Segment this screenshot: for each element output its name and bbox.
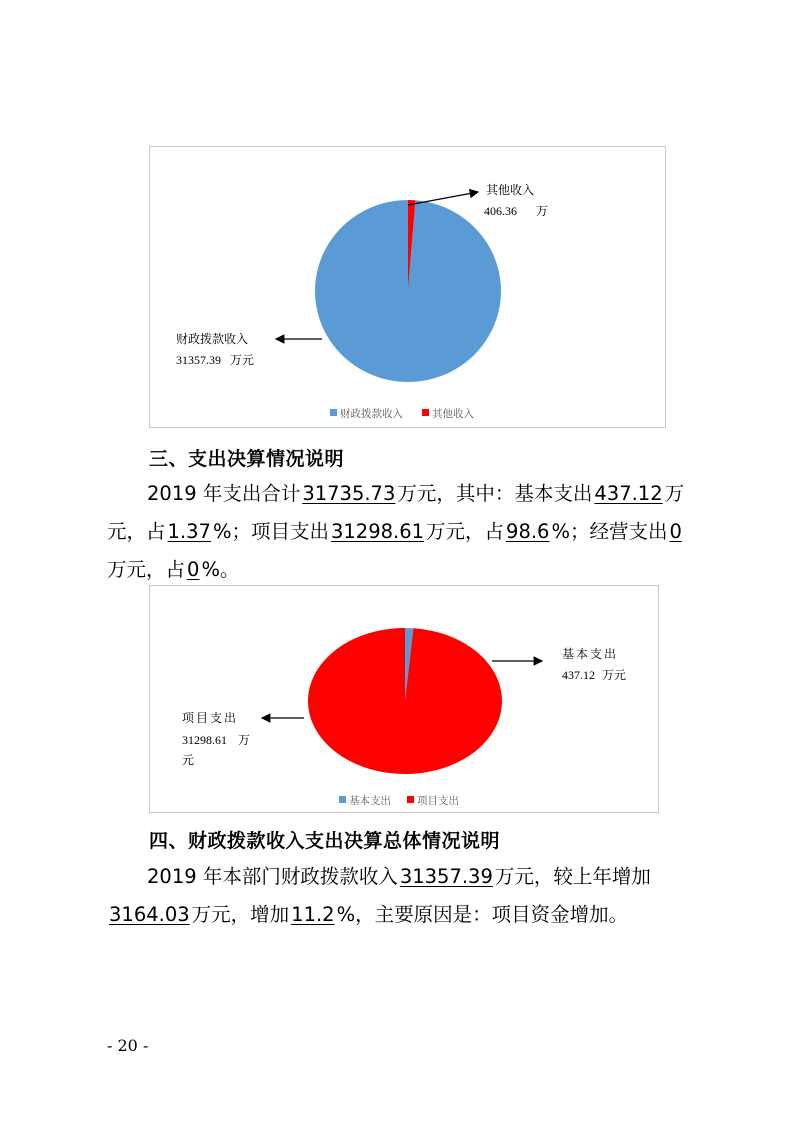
section4-heading: 四、财政拨款收入支出决算总体情况说明 (149, 830, 501, 852)
expenditure-pie-chart (149, 585, 659, 813)
legend-swatch-fiscal (330, 409, 337, 416)
pie-slice-fiscal-income (315, 200, 501, 382)
section4-paragraph: 2019 年本部门财政拨款收入 31357.39 万元，较上年增加3164.03 万元，增加 11.2 %，主要原因是：项目资金增加。 (109, 865, 651, 926)
page-number: - 20 - (107, 1036, 149, 1055)
legend-label-project: 项目支出 (417, 795, 459, 807)
expenditure-pie-svg (150, 586, 660, 814)
basic-exp-label: 基本支出 (562, 647, 619, 661)
section3-heading: 三、支出决算情况说明 (149, 448, 345, 470)
legend-swatch-other (422, 409, 429, 416)
fiscal-income-label: 财政拨款收入 (176, 332, 249, 346)
other-income-unit: 万 (536, 204, 549, 218)
basic-exp-unit: 万元 (602, 668, 627, 682)
other-income-label: 其他收入 (486, 183, 535, 197)
legend-label-basic: 基本支出 (349, 795, 391, 807)
section3-paragraph: 2019 年支出合计 31735.73 万元，其中：基本支出 437.12 万元，占 1.37 %；项目支出 31298.61 万元，占 98.6 %；经营支出 0万元，占 0 %。 (107, 482, 685, 581)
fiscal-income-value: 31357.39 (176, 353, 221, 367)
project-exp-value: 31298.61 (182, 733, 227, 747)
legend-label-other: 其他收入 (432, 408, 474, 420)
project-exp-unit: 万 (238, 733, 251, 747)
fiscal-income-unit: 万元 (230, 353, 255, 367)
project-exp-unit-wrap: 元 (182, 753, 195, 767)
project-exp-label: 项目支出 (182, 711, 239, 725)
other-income-arrow (408, 192, 478, 205)
legend-swatch-basic (339, 796, 346, 803)
other-income-value: 406.36 (484, 204, 517, 218)
legend-label-fiscal: 财政拨款收入 (340, 408, 403, 420)
basic-exp-value: 437.12 (562, 668, 595, 682)
revenue-pie-svg (150, 147, 667, 429)
legend-swatch-project (407, 796, 414, 803)
revenue-pie-chart (149, 146, 666, 428)
pie-slice-project-expenditure (308, 628, 502, 774)
